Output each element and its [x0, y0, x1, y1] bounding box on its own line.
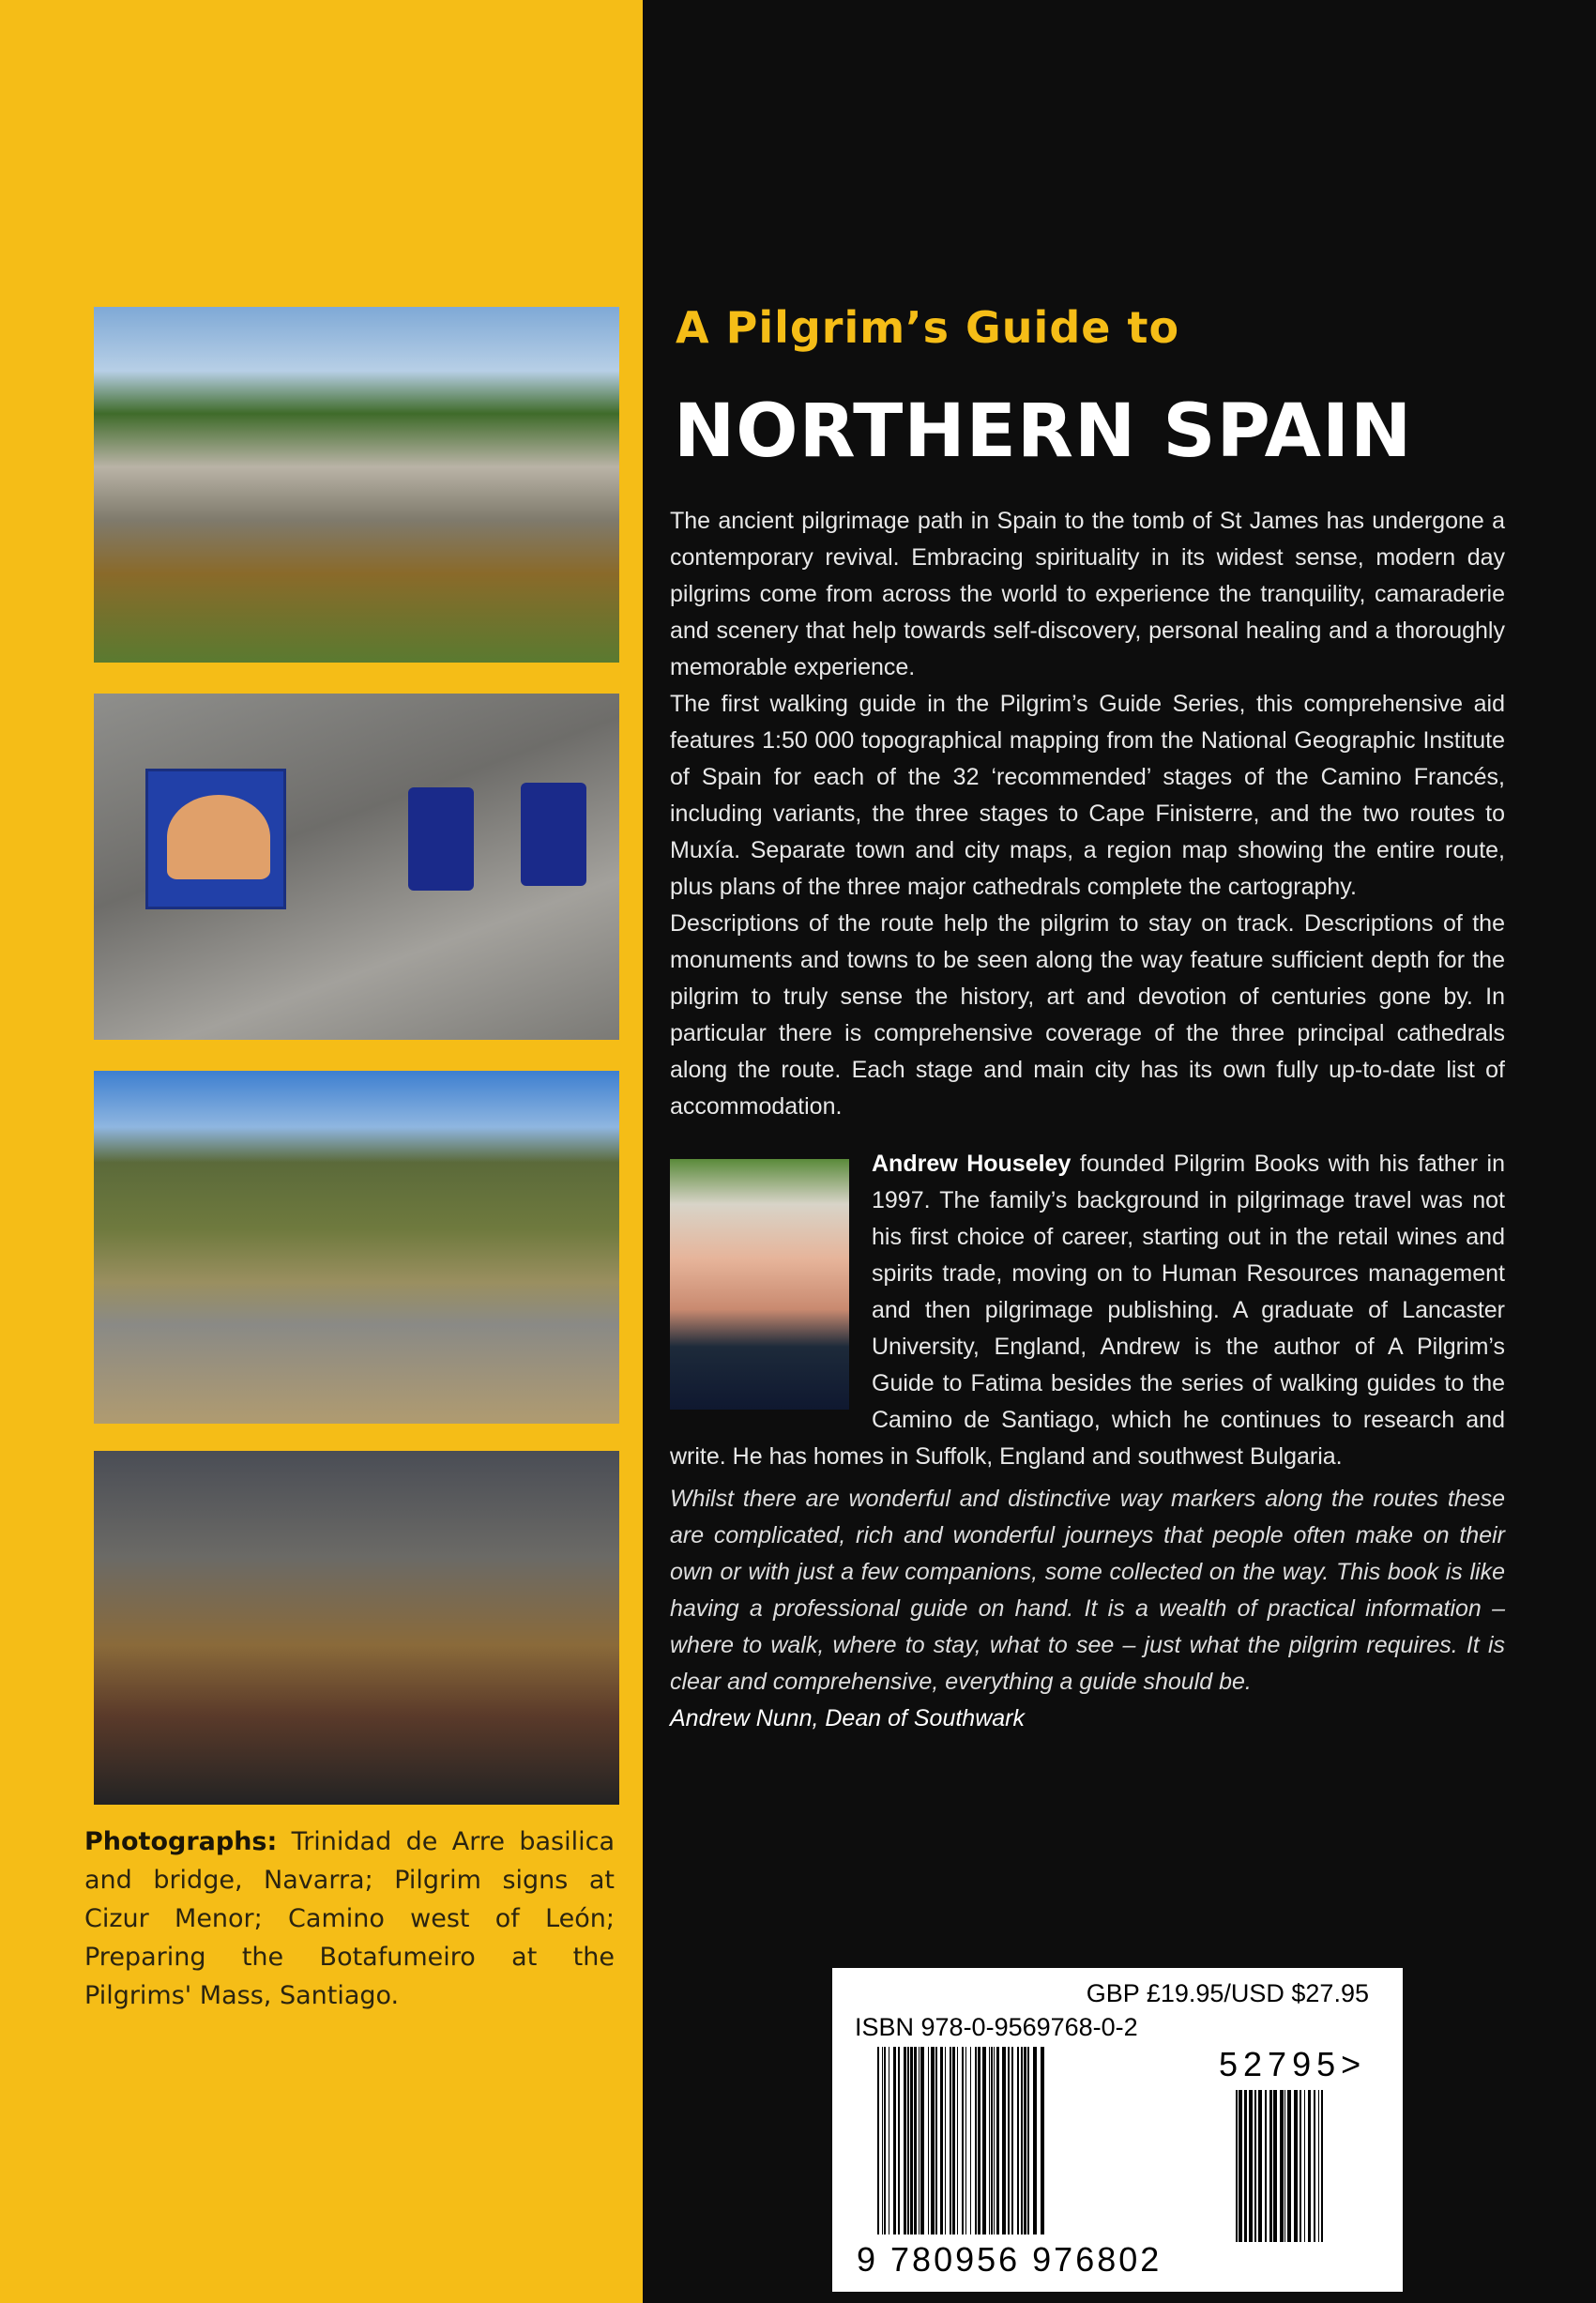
barcode-bar: [1314, 2090, 1315, 2242]
barcode-bar: [1300, 2090, 1301, 2242]
barcode-bar: [957, 2047, 958, 2234]
barcode-bar: [965, 2047, 966, 2234]
barcode-bar: [945, 2047, 946, 2234]
addon-barcode: [1236, 2090, 1324, 2242]
barcode-bar: [1011, 2047, 1013, 2234]
description-paragraph: Descriptions of the route help the pilgrim to stay on track. Descriptions of the monuments and towns to be seen along the way feature sufficient depth for the pilgrim to truly sense the history, art and devotion of centuries gone by. In particular there is comprehensive coverage of the three principal cathedrals along the route. Each stage and main city has its own fully up-to-date list of accommodation.: [670, 910, 1505, 1120]
barcode-bar: [962, 2047, 964, 2234]
author-section: [670, 1146, 1505, 1475]
scallop-shell-sign: [145, 769, 286, 909]
barcode-bar: [1024, 2047, 1026, 2234]
barcode-bar: [907, 2047, 909, 2234]
barcode-bar: [919, 2047, 920, 2234]
yellow-panel: [0, 0, 643, 2303]
barcode-bar: [982, 2047, 986, 2234]
ean-barcode: [877, 2047, 1046, 2234]
photo-trinidad-de-arre: [94, 307, 619, 663]
barcode-bar: [1321, 2090, 1323, 2242]
title-kicker: A Pilgrim’s Guide to: [676, 302, 1180, 353]
barcode-bar: [914, 2047, 917, 2234]
price-addon-code: 52795>: [1219, 2045, 1367, 2083]
author-bio: [670, 1146, 1505, 1475]
barcode-bar: [1041, 2047, 1044, 2234]
barcode-bar: [1027, 2047, 1029, 2234]
endorsement-text: Whilst there are wonderful and distinctive way markers along the routes these are complicated, rich and wonderful journeys that people often make on their own or with just a few companions, some collected on the way. This book is like having a professional guide on hand. It is a wealth of practical information – where to walk, where to stay, what to see – just what the pilgrim requires. It is clear and comprehensive, everything a guide should be.: [670, 1486, 1505, 1695]
barcode-bar: [994, 2047, 995, 2234]
barcode-bar: [931, 2047, 935, 2234]
barcode-bar: [978, 2047, 980, 2234]
description: [670, 503, 1505, 1125]
photo-pilgrim-signs: [94, 694, 619, 1040]
barcode-label: [832, 1968, 1403, 2292]
barcode-bar: [1280, 2090, 1284, 2242]
barcode-bar: [893, 2047, 896, 2234]
barcode-bar: [1017, 2047, 1019, 2234]
back-cover-text: [670, 503, 1505, 1737]
barcode-bar: [1002, 2047, 1006, 2234]
barcode-bar: [928, 2047, 929, 2234]
barcode-bar: [975, 2047, 977, 2234]
barcode-bar: [1284, 2090, 1285, 2242]
endorsement: [670, 1481, 1505, 1737]
barcode-bar: [989, 2047, 990, 2234]
barcode-bar: [1254, 2090, 1256, 2242]
pilgrim-sign: [408, 787, 474, 891]
book-title: NORTHERN SPAIN: [674, 389, 1413, 474]
ean-number: 9 780956 976802: [857, 2240, 1163, 2279]
caption-label: Photographs:: [84, 1827, 278, 1856]
barcode-bar: [1008, 2047, 1010, 2234]
endorsement-attribution: Andrew Nunn, Dean of Southwark: [670, 1705, 1025, 1731]
barcode-bar: [996, 2047, 999, 2234]
barcode-bar: [1287, 2090, 1291, 2242]
isbn: ISBN 978-0-9569768-0-2: [855, 2013, 1138, 2041]
barcode-bar: [1265, 2090, 1267, 2242]
barcode-bar: [877, 2047, 879, 2234]
barcode-bar: [898, 2047, 900, 2234]
barcode-bar: [1033, 2047, 1037, 2234]
barcode-bar: [1308, 2090, 1311, 2242]
barcode-bar: [1236, 2090, 1238, 2242]
barcode-bar: [1258, 2090, 1262, 2242]
barcode-bar: [1249, 2090, 1253, 2242]
barcode-bar: [910, 2047, 913, 2234]
barcode-bar: [1269, 2090, 1272, 2242]
barcode-bar: [1304, 2090, 1305, 2242]
barcode-bar: [970, 2047, 971, 2234]
barcode-bar: [950, 2047, 951, 2234]
barcode-bar: [904, 2047, 906, 2234]
photo-caption: [84, 1823, 615, 2015]
barcode-bar: [1273, 2090, 1277, 2242]
pilgrim-sign: [521, 783, 586, 886]
barcode-bar: [882, 2047, 883, 2234]
author-bio-text: founded Pilgrim Books with his father in 1997. The family’s background in pilgrimage travel was not his first choice of career, starting out in the retail wines and spirits trade, moving on to Human Resources management and then pilgrimage publishing. A graduate of Lancaster University, England, Andrew is the author of A Pilgrim’s Guide to Fatima besides the series of walking guides to the Camino de Santiago, which he continues to research and write. He has homes in Suffolk, England and southwest Bulgaria.: [670, 1151, 1506, 1470]
author-photo: [670, 1159, 849, 1410]
barcode-bar: [884, 2047, 886, 2234]
barcode-bar: [1318, 2090, 1319, 2242]
barcode-bar: [1294, 2090, 1298, 2242]
author-name: Andrew Houseley: [872, 1151, 1072, 1177]
description-paragraph: The first walking guide in the Pilgrim’s Guide Series, this comprehensive aid features 1:50 000 topographical mapping from the National Geographic Institute of Spain for each of the 32 ‘recommended’ stages of the Camino Francés, including variants, the three stages to Cape Finisterre, and the two routes to Muxía. Separate town and city maps, a region map showing the entire route, plus plans of the three major cathedrals complete the cartography.: [670, 691, 1505, 900]
description-paragraph: The ancient pilgrimage path in Spain to the tomb of St James has undergone a contemporary revival. Embracing spirituality in its widest sense, modern day pilgrims come from across the world to experience the tranquility, camaraderie and scenery that help towards self-discovery, personal healing and a thoroughly memorable experience.: [670, 508, 1505, 680]
barcode-bar: [935, 2047, 937, 2234]
barcode-bar: [1239, 2090, 1242, 2242]
price: GBP £19.95/USD $27.95: [1086, 1979, 1369, 2007]
barcode-bar: [1021, 2047, 1023, 2234]
photo-camino-road: [94, 1071, 619, 1424]
barcode-bar: [940, 2047, 943, 2234]
barcode-bar: [1244, 2090, 1247, 2242]
barcode-bar: [952, 2047, 955, 2234]
photo-cathedral-mass: [94, 1451, 619, 1805]
caption-text: Trinidad de Arre basilica and bridge, Navarra; Pilgrim signs at Cizur Menor; Camino west of León; Preparing the Botafumeiro at the Pilgrims' Mass, Santiago.: [84, 1827, 615, 2010]
barcode-bar: [920, 2047, 924, 2234]
barcode-bar: [991, 2047, 993, 2234]
